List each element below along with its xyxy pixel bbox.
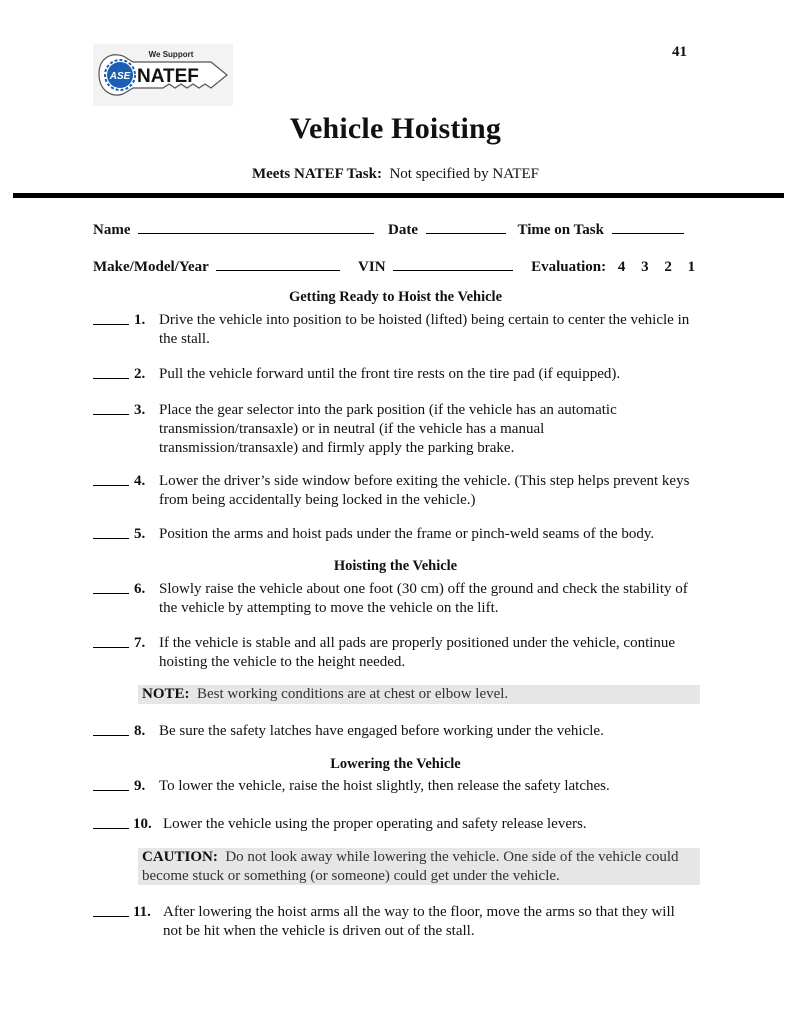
page-number: 41	[672, 44, 687, 60]
name-field[interactable]	[138, 220, 374, 234]
evaluation-score-2[interactable]: 2	[664, 259, 672, 275]
evaluation-score-4[interactable]: 4	[617, 259, 626, 275]
step-number: 9.	[134, 778, 146, 794]
check-blank[interactable]	[93, 647, 129, 648]
note-box	[138, 685, 700, 704]
step-text: Place the gear selector into the park position (if the vehicle has an automatic transmission/transaxle) or in neutral (if the vehicle has a manual transmission/transaxle) and firmly apply the parking brake.	[159, 402, 617, 456]
check-blank[interactable]	[93, 790, 129, 791]
step-text: Slowly raise the vehicle about one foot (30 cm) off the ground and check the stability of the vehicle by attempting to move the vehicle on the lift.	[159, 581, 688, 616]
natef-logo	[93, 44, 233, 106]
evaluation-label: Evaluation:	[531, 259, 607, 275]
caution-text: Do not look away while lowering the vehicle. One side of the vehicle could become stuck or something (or someone) could get under the vehicle.	[142, 849, 679, 884]
page-title: Vehicle Hoisting	[289, 112, 502, 145]
note-label: NOTE:	[142, 686, 190, 702]
section-heading: Lowering the Vehicle	[330, 756, 461, 772]
natef-task-label: Meets NATEF Task:	[251, 166, 382, 182]
step-number: 7.	[134, 635, 146, 651]
step-number: 5.	[134, 526, 146, 542]
date-label: Date	[388, 222, 418, 238]
student-info-row	[93, 220, 688, 239]
step-text: Lower the vehicle using the proper operating and safety release levers.	[163, 816, 587, 832]
step-number: 8.	[134, 723, 146, 739]
section-heading: Getting Ready to Hoist the Vehicle	[288, 289, 503, 305]
ase-badge: ASE	[109, 71, 131, 82]
header-divider	[13, 193, 784, 198]
step-number: 1.	[134, 312, 146, 328]
logo-tagline: We Support	[148, 50, 194, 59]
caution-label: CAUTION:	[142, 849, 218, 865]
step-text: If the vehicle is stable and all pads are properly positioned under the vehicle, continue hoisting the vehicle to the height needed.	[159, 635, 676, 670]
step-text: After lowering the hoist arms all the way to the floor, move the arms so that they will not be hit when the vehicle is driven out of the stall.	[163, 904, 675, 939]
step-text: Position the arms and hoist pads under the frame or pinch-weld seams of the body.	[159, 526, 655, 542]
vin-field[interactable]	[393, 257, 513, 271]
evaluation-score-1[interactable]: 1	[687, 259, 696, 275]
step-number: 6.	[134, 581, 146, 597]
name-label: Name	[93, 222, 131, 238]
key-logo-icon	[93, 44, 233, 106]
caution-box	[138, 848, 700, 885]
check-blank[interactable]	[93, 828, 129, 829]
check-blank[interactable]	[93, 324, 129, 325]
evaluation-score-3[interactable]: 3	[641, 259, 649, 275]
step-text: Lower the driver’s side window before exiting the vehicle. (This step helps prevent keys from being accidentally being locked in the vehicle.)	[159, 473, 690, 508]
date-field[interactable]	[426, 220, 506, 234]
step-text: Be sure the safety latches have engaged before working under the vehicle.	[159, 723, 604, 739]
step-text: Drive the vehicle into position to be hoisted (lifted) being certain to center the vehicle in the stall.	[159, 312, 690, 347]
step-number: 11.	[133, 904, 151, 920]
vehicle-info-row	[93, 257, 695, 276]
step-number: 10.	[133, 816, 152, 832]
step-text: Pull the vehicle forward until the front tire rests on the tire pad (if equipped).	[159, 366, 621, 382]
step-number: 4.	[134, 473, 146, 489]
check-blank[interactable]	[93, 378, 129, 379]
check-blank[interactable]	[93, 593, 129, 594]
logo-brand: NATEF	[137, 66, 199, 87]
check-blank[interactable]	[93, 735, 129, 736]
section-heading: Hoisting the Vehicle	[333, 558, 458, 574]
vin-label: VIN	[358, 259, 386, 275]
step-number: 2.	[134, 366, 146, 382]
check-blank[interactable]	[93, 538, 129, 539]
make-model-year-field[interactable]	[216, 257, 340, 271]
make-model-year-label: Make/Model/Year	[93, 259, 209, 275]
note-text: Best working conditions are at chest or elbow level.	[197, 686, 509, 702]
check-blank[interactable]	[93, 916, 129, 917]
natef-task-line	[0, 166, 791, 183]
check-blank[interactable]	[93, 485, 129, 486]
step-number: 3.	[134, 402, 146, 418]
natef-task-value: Not specified by NATEF	[389, 166, 540, 182]
time-on-task-field[interactable]	[612, 220, 684, 234]
check-blank[interactable]	[93, 414, 129, 415]
step-text: To lower the vehicle, raise the hoist slightly, then release the safety latches.	[159, 778, 610, 794]
time-on-task-label: Time on Task	[517, 222, 604, 238]
